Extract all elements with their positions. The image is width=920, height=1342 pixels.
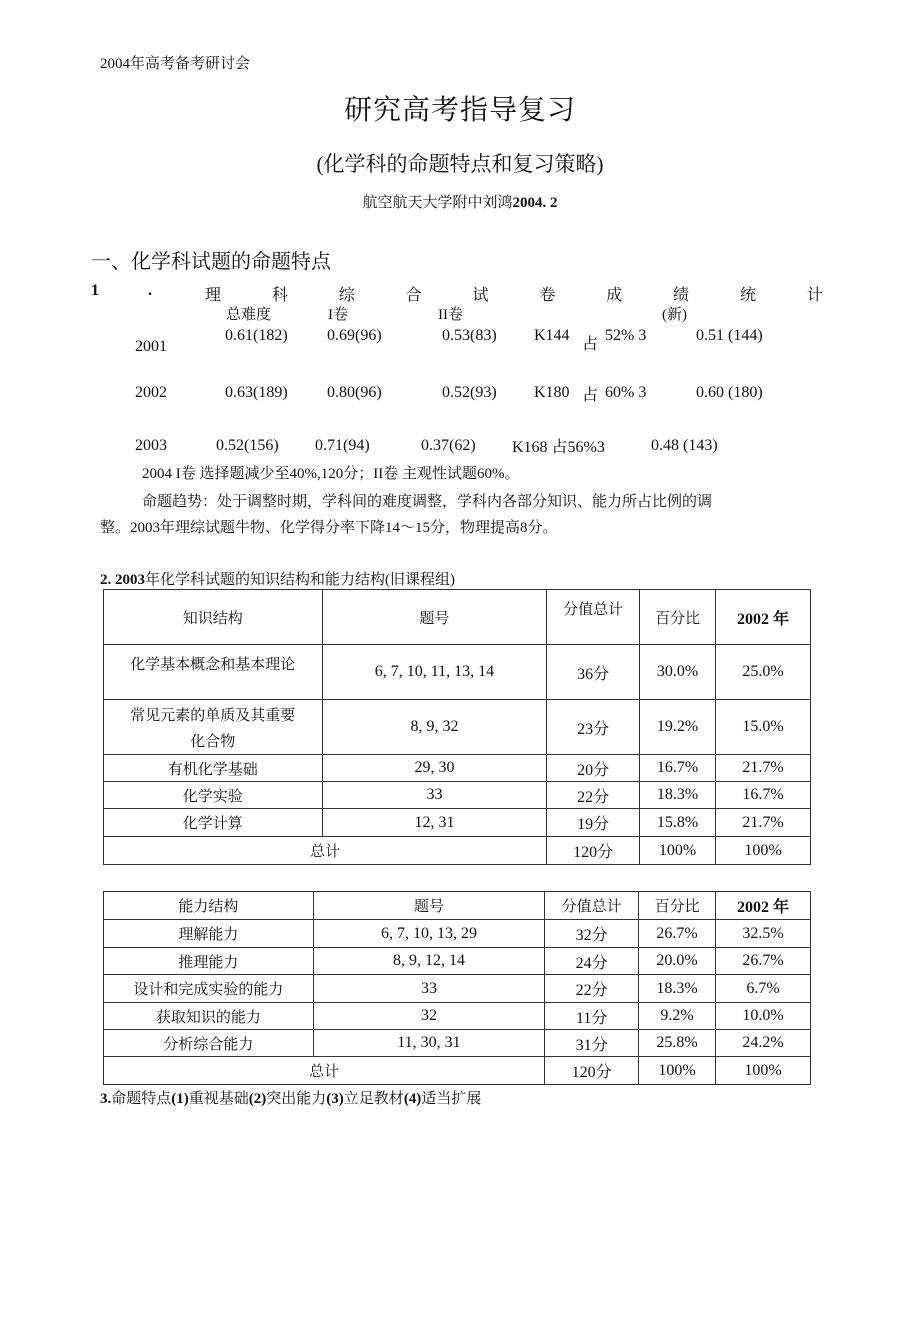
- trend-line-2: 整。2003年理综试题牛物、化学得分率下降14～15分，物理提高8分。: [100, 520, 558, 536]
- feature-number: (2): [248, 1091, 267, 1107]
- table-cell: 120分: [547, 837, 640, 865]
- table-row: [104, 1003, 811, 1030]
- table-cell: 化学实验: [104, 782, 323, 809]
- table-cell: 18.3%: [639, 975, 716, 1003]
- subsection-2-number: 2. 2003: [100, 572, 145, 588]
- feature-text: 突出能力: [266, 1091, 327, 1107]
- stat-new: 0.60 (180): [696, 384, 763, 401]
- table-row: [104, 645, 811, 700]
- table-cell: 11, 30, 31: [313, 1030, 545, 1057]
- table-cell: 19分: [547, 809, 640, 837]
- table-row: [104, 700, 811, 755]
- col-header-paper1: I卷: [328, 307, 348, 323]
- table-cell: 30.0%: [640, 645, 716, 700]
- table-cell: 20分: [547, 755, 640, 782]
- table-cell: 120分: [545, 1057, 639, 1085]
- table-cell: 29, 30: [322, 755, 547, 782]
- stat-pct: 52% 3: [605, 327, 647, 344]
- stat-zhan: 占: [582, 387, 599, 404]
- feature-text: 重视基础: [188, 1091, 249, 1107]
- table-cell: 22分: [545, 975, 639, 1003]
- document-header: 2004年高考备考研讨会: [100, 56, 251, 72]
- stat-k: K168 占56%3: [512, 439, 605, 456]
- stat-new: 0.51 (144): [696, 327, 763, 344]
- knowledge-structure-table: [103, 589, 811, 865]
- table-cell: 8, 9, 32: [322, 700, 547, 755]
- table-cell: 24分: [545, 948, 639, 975]
- trend-line-1: 命题趋势：处于调整时期，学科间的难度调整，学科内各部分知识、能力所占比例的调: [142, 494, 713, 510]
- stat-k: K180: [534, 384, 570, 401]
- table-cell: 100%: [639, 1057, 716, 1085]
- table-cell: 19.2%: [640, 700, 716, 755]
- author-line: [0, 191, 920, 212]
- stat-paper1: 0.69(96): [327, 327, 382, 344]
- table-cell: 25.0%: [716, 645, 811, 700]
- table-cell: 化学计算: [104, 809, 323, 837]
- col-header-new: (新): [662, 307, 687, 323]
- title-char: 绩: [673, 287, 690, 304]
- subsection-2-title: [100, 568, 455, 589]
- header-cell: 2002 年: [716, 892, 811, 920]
- title-char: 计: [806, 287, 823, 304]
- table-cell: 化学基本概念和基本理论: [104, 645, 323, 700]
- feature-text: 命题特点: [111, 1091, 172, 1107]
- title-char: 成: [606, 287, 623, 304]
- title-char: 科: [271, 287, 288, 304]
- table-cell: 24.2%: [716, 1030, 811, 1057]
- table-row: [104, 1030, 811, 1057]
- header-cell: 2002 年: [716, 590, 811, 645]
- subsection-2-text: 年化学科试题的知识结构和能力结构(旧课程组): [145, 572, 455, 588]
- title-char: 合: [405, 287, 422, 304]
- header-cell: 题号: [313, 892, 545, 920]
- header-cell: 分值总计: [547, 590, 640, 645]
- header-cell: 百分比: [640, 590, 716, 645]
- stat-zhan: 占: [582, 336, 599, 353]
- table-cell: 6, 7, 10, 11, 13, 14: [322, 645, 547, 700]
- stat-total: 0.61(182): [225, 327, 288, 344]
- stat-k: K144: [534, 327, 570, 344]
- table-cell: 33: [313, 975, 545, 1003]
- table-cell: 32: [313, 1003, 545, 1030]
- table-cell: 9.2%: [639, 1003, 716, 1030]
- table-cell: 设计和完成实验的能力: [104, 975, 314, 1003]
- table-cell: 获取知识的能力: [104, 1003, 314, 1030]
- feature-number: (3): [326, 1091, 344, 1107]
- table-cell: 10.0%: [716, 1003, 811, 1030]
- table-cell: 100%: [716, 1057, 811, 1085]
- table-cell: 33: [322, 782, 547, 809]
- title-char: 试: [472, 287, 489, 304]
- table-cell: 总计: [104, 837, 547, 865]
- table-cell: 16.7%: [640, 755, 716, 782]
- table-cell: 21.7%: [716, 755, 811, 782]
- feature-number: (4): [403, 1091, 422, 1107]
- table-cell: 26.7%: [639, 920, 716, 948]
- stat-total: 0.52(156): [216, 437, 279, 454]
- title-char: 综: [338, 287, 355, 304]
- subsection-1-title: [205, 282, 823, 305]
- author-name: 航空航天大学附中刘鸿: [362, 195, 513, 211]
- table-cell: 23分: [547, 700, 640, 755]
- table-cell: 18.3%: [640, 782, 716, 809]
- table-cell: 32分: [545, 920, 639, 948]
- table-cell: 21.7%: [716, 809, 811, 837]
- header-cell: 能力结构: [104, 892, 314, 920]
- year-2001: 2001: [135, 338, 167, 355]
- table-cell: 16.7%: [716, 782, 811, 809]
- stat-pct: 60% 3: [605, 384, 647, 401]
- table-row: [104, 920, 811, 948]
- table-cell: 11分: [545, 1003, 639, 1030]
- title-char: 卷: [539, 287, 556, 304]
- section-heading: 一、化学科试题的命题特点: [91, 251, 331, 273]
- table-total-row: [104, 837, 811, 865]
- header-cell: 题号: [322, 590, 547, 645]
- document-subtitle: (化学科的命题特点和复习策略): [316, 152, 604, 176]
- subsection-3-line: [100, 1087, 481, 1108]
- table-header-row: [104, 590, 811, 645]
- stat-paper2: 0.52(93): [442, 384, 497, 401]
- table-cell: 100%: [716, 837, 811, 865]
- table-row: [104, 782, 811, 809]
- table-cell: 26.7%: [716, 948, 811, 975]
- document-title: 研究高考指导复习: [343, 95, 576, 126]
- header-cell: 知识结构: [104, 590, 323, 645]
- table-row: [104, 755, 811, 782]
- stat-paper2: 0.53(83): [442, 327, 497, 344]
- cell-line: 化合物: [190, 733, 236, 750]
- table-cell: 推理能力: [104, 948, 314, 975]
- table-cell: 15.8%: [640, 809, 716, 837]
- table-cell: 8, 9, 12, 14: [313, 948, 545, 975]
- table-cell: 36分: [547, 645, 640, 700]
- table-cell: 100%: [640, 837, 716, 865]
- year-2003: 2003: [135, 437, 167, 454]
- table-cell: 25.8%: [639, 1030, 716, 1057]
- author-date: 2004. 2: [512, 195, 558, 211]
- stat-new: 0.48 (143): [651, 437, 718, 454]
- ability-structure-table: [103, 891, 811, 1085]
- note-2004: 2004 I卷 选择题减少至40%,120分；II卷 主观性试题60%。: [142, 466, 520, 482]
- table-cell: 20.0%: [639, 948, 716, 975]
- table-row: [104, 948, 811, 975]
- header-cell: 分值总计: [545, 892, 639, 920]
- table-header-row: [104, 892, 811, 920]
- table-cell: 理解能力: [104, 920, 314, 948]
- stat-total: 0.63(189): [225, 384, 288, 401]
- col-header-total: 总难度: [226, 307, 272, 323]
- table-row: [104, 809, 811, 837]
- feature-text: 立足教材: [343, 1091, 404, 1107]
- table-row: [104, 975, 811, 1003]
- table-cell: [104, 700, 323, 755]
- year-2002: 2002: [135, 384, 167, 401]
- table-cell: 31分: [545, 1030, 639, 1057]
- table-cell: 总计: [104, 1057, 545, 1085]
- table-cell: 6.7%: [716, 975, 811, 1003]
- subsection-1-dot: .: [148, 282, 152, 299]
- table-cell: 有机化学基础: [104, 755, 323, 782]
- stat-paper2: 0.37(62): [421, 437, 476, 454]
- title-char: 统: [740, 287, 757, 304]
- table-total-row: [104, 1057, 811, 1085]
- stat-paper1: 0.71(94): [315, 437, 370, 454]
- table-cell: 分析综合能力: [104, 1030, 314, 1057]
- title-char: 理: [205, 287, 222, 304]
- table-cell: 15.0%: [716, 700, 811, 755]
- table-cell: 32.5%: [716, 920, 811, 948]
- table-cell: 22分: [547, 782, 640, 809]
- feature-text: 适当扩展: [421, 1091, 482, 1107]
- subsection-3-number: 3.: [100, 1091, 112, 1107]
- col-header-paper2: II卷: [438, 307, 463, 323]
- table-cell: 12, 31: [322, 809, 547, 837]
- header-cell: 百分比: [639, 892, 716, 920]
- cell-line: 常见元素的单质及其重要: [130, 707, 296, 724]
- subsection-1-number: 1: [91, 282, 99, 299]
- feature-number: (1): [171, 1091, 189, 1107]
- table-cell: 6, 7, 10, 13, 29: [313, 920, 545, 948]
- stat-paper1: 0.80(96): [327, 384, 382, 401]
